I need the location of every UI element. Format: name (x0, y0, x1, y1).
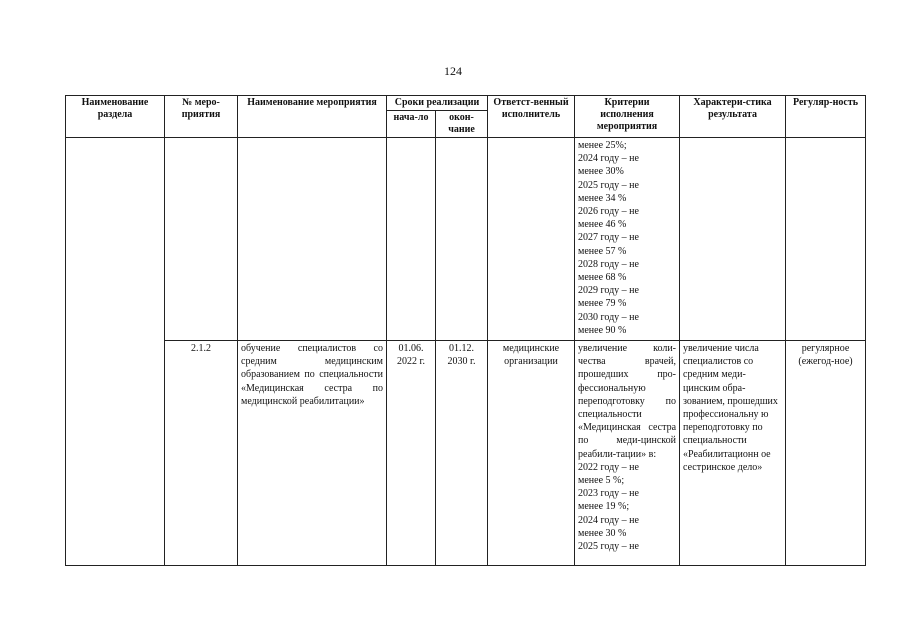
header-criteria: Критерии исполнения мероприятия (575, 96, 680, 138)
header-end: окон-чание (436, 111, 488, 138)
result-cell: увеличение числа специалистов со средним меди-цинским обра-зованием, прошедших профессиональну ю переподготовку по специальности «Реабилитационн ое сестринское дело» (680, 341, 786, 566)
responsible-cell (488, 138, 575, 341)
criteria-line: 2025 году – не (578, 179, 639, 191)
page-number: 124 (444, 64, 462, 78)
section-name-cell (66, 138, 165, 566)
header-event-number: № меро-приятия (165, 96, 238, 138)
criteria-line: 2027 году – не (578, 232, 639, 244)
regularity-cell (786, 138, 866, 341)
start-cell: 01.06. 2022 г. (387, 341, 436, 566)
event-number-cell: 2.1.2 (165, 341, 238, 566)
criteria-line: 2026 году – не (578, 206, 639, 218)
criteria-cell (575, 341, 680, 566)
header-responsible: Ответст-венный исполнитель (488, 96, 575, 138)
criteria-line: 2025 году – не (578, 541, 639, 553)
header-event-name: Наименование мероприятия (238, 96, 387, 138)
header-terms: Сроки реализации (387, 96, 488, 111)
result-cell (680, 138, 786, 341)
responsible-cell: медицинские организации (488, 341, 575, 566)
header-start: нача-ло (387, 111, 436, 138)
criteria-line: 2024 году – не (578, 153, 639, 165)
criteria-line: менее 30% (578, 166, 624, 178)
criteria-line: 2028 году – не (578, 258, 639, 270)
criteria-line: менее 79 % (578, 298, 627, 310)
criteria-text: увеличение коли-чества врачей, прошедших про-фессиональную переподготовку по специальности «Медицинская сестра по меди-цинской реабили-тации» в: (578, 343, 677, 460)
criteria-line: менее 30 % (578, 527, 627, 539)
end-cell (436, 138, 488, 341)
event-number-cell (165, 138, 238, 341)
measures-table (65, 95, 866, 566)
criteria-line: менее 19 %; (578, 501, 630, 513)
table-row (66, 341, 866, 566)
criteria-line: менее 5 %; (578, 475, 625, 487)
criteria-line: 2029 году – не (578, 285, 639, 297)
regularity-cell: регулярное (ежегод-ное) (786, 341, 866, 566)
criteria-line: менее 57 % (578, 245, 627, 257)
header-row-1 (66, 96, 866, 111)
event-name-cell (238, 138, 387, 341)
criteria-line: менее 46 % (578, 219, 627, 231)
criteria-lines (578, 461, 676, 553)
header-result: Характери-стика результата (680, 96, 786, 138)
start-cell (387, 138, 436, 341)
criteria-line: 2024 году – не (578, 514, 639, 526)
criteria-line: 2023 году – не (578, 488, 639, 500)
table-row (66, 138, 866, 341)
criteria-line: менее 90 % (578, 324, 627, 336)
header-section-name: Наименование раздела (66, 96, 165, 138)
criteria-line: менее 25%; (578, 140, 627, 151)
header-regularity: Регуляр-ность (786, 96, 866, 138)
criteria-line: 2030 году – не (578, 311, 639, 323)
event-name-cell: обучение специалистов со средним медицинским образованием по специальности «Медицинская сестра по медицинской реабилитации» (238, 341, 387, 566)
criteria-line: 2022 году – не (578, 461, 639, 473)
criteria-cell (575, 138, 680, 341)
end-cell: 01.12. 2030 г. (436, 341, 488, 566)
criteria-line: менее 68 % (578, 272, 627, 284)
criteria-line: менее 34 % (578, 192, 627, 204)
